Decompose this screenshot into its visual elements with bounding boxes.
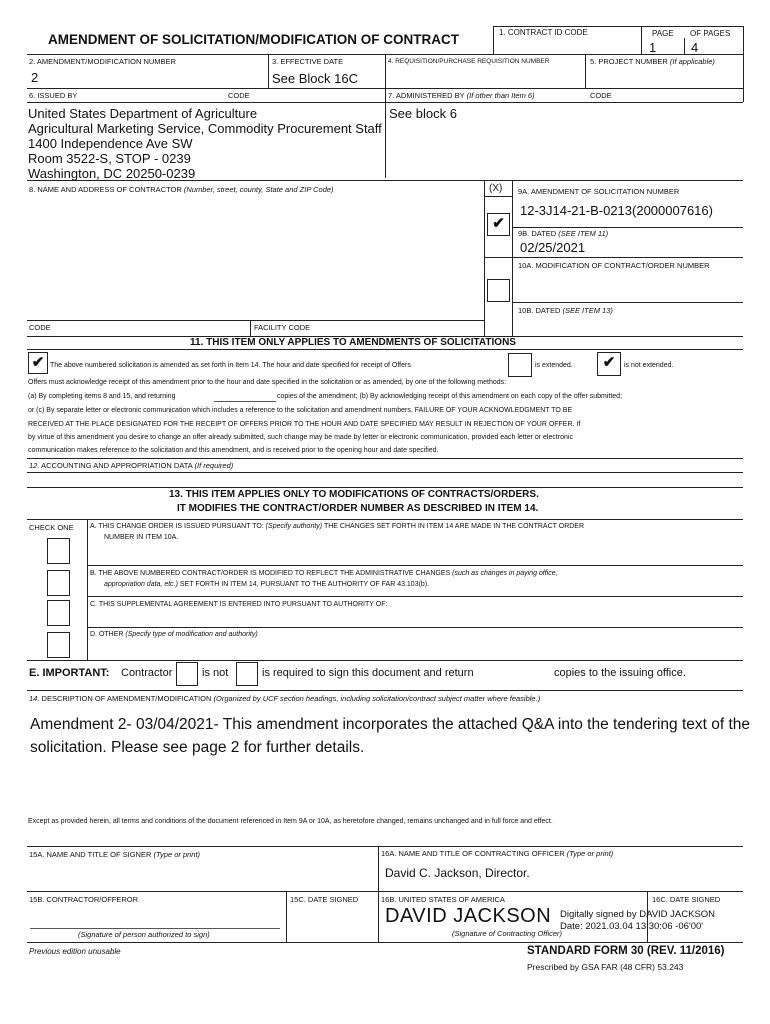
- rule: [512, 180, 513, 336]
- rule: [684, 38, 685, 54]
- officer-name-label: 16A. NAME AND TITLE OF CONTRACTING OFFICER (Type or print): [381, 849, 614, 858]
- page-number: 1: [649, 40, 657, 55]
- option-b-checkbox[interactable]: [47, 570, 70, 596]
- is-not-label: is not: [202, 667, 229, 679]
- option-b-text-2: appropriation data, etc.) SET FORTH IN ITEM 14, PURSUANT TO THE AUTHORITY OF FAR 43.103(b).: [104, 581, 430, 588]
- signer-name-label: 15A. NAME AND TITLE OF SIGNER (Type or print): [29, 850, 201, 859]
- project-number-label: 5. PROJECT NUMBER (If applicable): [590, 57, 715, 66]
- rule: [27, 458, 743, 459]
- rule: [27, 519, 743, 520]
- facility-code-label: FACILITY CODE: [254, 323, 311, 332]
- rule: [87, 565, 743, 566]
- amendment-number-label: 2. AMENDMENT/MODIFICATION NUMBER: [29, 57, 176, 66]
- issued-by-address: United States Department of Agriculture Agricultural Marketing Service, Commodity Procurement Staff 1400 Independence Ave SW Room 3522-S, STOP - 0239 Washington, DC 20250-0239: [28, 106, 382, 181]
- digital-signature-line-1: Digitally signed by DAVID JACKSON: [560, 909, 716, 920]
- previous-edition-note: Previous edition unusable: [29, 947, 121, 956]
- contractor-date-label: 15C. DATE SIGNED: [290, 895, 359, 904]
- option-d-text: D. OTHER (Specify type of modification and authority): [90, 631, 258, 638]
- contractor-code-label: CODE: [29, 323, 51, 332]
- rule: [27, 487, 743, 488]
- issued-by-label: 6. ISSUED BY: [29, 91, 78, 100]
- dated-9b-label: 9B. DATED (SEE ITEM 11): [518, 229, 609, 238]
- option-c-checkbox[interactable]: [47, 600, 70, 626]
- not-extended-checkbox[interactable]: ✔: [597, 352, 621, 376]
- rule: [286, 891, 287, 942]
- officer-date-label: 16C. DATE SIGNED: [652, 895, 721, 904]
- except-clause: Except as provided herein, all terms and conditions of the document referenced in Item 9A or 10A, as heretofore changed, remains unchanged and in full force and effect.: [28, 818, 553, 825]
- rule: [27, 102, 743, 103]
- rule: [585, 54, 586, 88]
- option-a-text-2: NUMBER IN ITEM 10A.: [104, 534, 179, 541]
- solicitation-checkbox[interactable]: ✔: [487, 213, 510, 236]
- is-required-checkbox[interactable]: [236, 662, 258, 686]
- modification-number-label: 10A. MODIFICATION OF CONTRACT/ORDER NUMBER: [518, 261, 710, 270]
- rule: [27, 891, 743, 892]
- is-not-checkbox[interactable]: [176, 662, 198, 686]
- rule: [250, 320, 251, 336]
- signer-signature-caption: (Signature of person authorized to sign): [78, 930, 210, 939]
- requisition-label: 4. REQUISITION/PURCHASE REQUISITION NUMBER: [388, 58, 550, 65]
- item-11-line: (a) By completing items 8 and 15, and returning: [28, 393, 176, 400]
- description-line-1: Amendment 2- 03/04/2021- This amendment incorporates the attached Q&A into the tendering text of the: [30, 716, 751, 733]
- rule: [268, 54, 269, 88]
- rule: [27, 690, 743, 691]
- description-label: 14. DESCRIPTION OF AMENDMENT/MODIFICATION (Organized by UCF section headings, including solicitation/contract subject matter where feasible.): [29, 694, 541, 703]
- rule: [512, 302, 743, 303]
- description-line-2: solicitation. Please see page 2 for further details.: [30, 739, 365, 756]
- rule: [87, 519, 88, 660]
- accounting-label: 12. ACCOUNTING AND APPROPRIATION DATA (If required): [29, 461, 234, 470]
- administered-code-label: CODE: [590, 91, 612, 100]
- option-a-text: A. THIS CHANGE ORDER IS ISSUED PURSUANT TO: (Specify authority) THE CHANGES SET FORTH IN ITEM 14 ARE MADE IN THE CONTRACT ORDER: [90, 523, 585, 530]
- item-11-line: RECEIVED AT THE PLACE DESIGNATED FOR THE RECEIPT OF OFFERS PRIOR TO THE HOUR AND DATE SPECIFIED MAY RESULT IN REJECTION OF YOUR OFFER. If: [28, 421, 581, 428]
- rule: [27, 349, 743, 350]
- effective-date: See Block 16C: [272, 71, 358, 86]
- form-title: AMENDMENT OF SOLICITATION/MODIFICATION OF CONTRACT: [48, 32, 459, 47]
- copies-blank: [214, 401, 276, 402]
- rule: [27, 942, 743, 943]
- rule: [27, 320, 484, 321]
- item-11-heading: 11. THIS ITEM ONLY APPLIES TO AMENDMENTS OF SOLICITATIONS: [190, 337, 516, 348]
- page-label: PAGE: [652, 29, 674, 38]
- rule: [743, 88, 744, 102]
- rule: [743, 26, 744, 90]
- rule: [27, 846, 743, 847]
- item-11-line: by virtue of this amendment you desire to change an offer already submitted, such change may be made by letter or electronic communication, provided each letter or electronic: [28, 434, 573, 441]
- rule: [512, 227, 743, 228]
- rule: [484, 196, 512, 197]
- item-13-subheading: IT MODIFIES THE CONTRACT/ORDER NUMBER AS DESCRIBED IN ITEM 14.: [177, 503, 539, 514]
- contractor-offeror-label: 15B. CONTRACTOR/OFFEROR: [29, 895, 139, 904]
- rule: [27, 660, 743, 661]
- x-column-label: (X): [489, 183, 503, 194]
- administered-by-label: 7. ADMINISTERED BY (If other than Item 6): [388, 91, 535, 100]
- contractor-label: 8. NAME AND ADDRESS OF CONTRACTOR (Number, street, county, State and ZIP Code): [29, 185, 334, 194]
- rule: [87, 627, 743, 628]
- form-number: STANDARD FORM 30 (REV. 11/2016): [527, 945, 725, 957]
- effective-date-label: 3. EFFECTIVE DATE: [272, 57, 344, 66]
- item-11-line: communication makes reference to the solicitation and this amendment, and is received prior to the opening hour and date specified.: [28, 447, 439, 454]
- solicitation-number-label: 9A. AMENDMENT OF SOLICITATION NUMBER: [518, 187, 680, 196]
- modification-checkbox[interactable]: [487, 279, 510, 302]
- option-b-text: B. THE ABOVE NUMBERED CONTRACT/ORDER IS MODIFIED TO REFLECT THE ADMINISTRATIVE CHANGES (such as changes in paying office,: [90, 570, 558, 577]
- of-pages-label: OF PAGES: [690, 29, 731, 38]
- item-11-line: or (c) By separate letter or electronic communication which includes a reference to the solicitation and amendment numbers. FAILURE OF YOUR ACKNOWLEDGMENT TO BE: [28, 407, 573, 414]
- dated-9b: 02/25/2021: [520, 240, 586, 255]
- item-11-text: The above numbered solicitation is amended as set forth in Item 14. The hour and date specified for receipt of Offers: [50, 362, 411, 369]
- officer-signature-caption: (Signature of Contracting Officer): [452, 929, 563, 938]
- dated-10b-label: 10B. DATED (SEE ITEM 13): [518, 306, 613, 315]
- is-extended-label: is extended.: [535, 362, 573, 369]
- issued-by-code-label: CODE: [228, 91, 250, 100]
- rule: [484, 180, 485, 336]
- option-c-text: C. THIS SUPPLEMENTAL AGREEMENT IS ENTERED INTO PURSUANT TO AUTHORITY OF:: [90, 601, 388, 608]
- copies-text: copies to the issuing office.: [554, 667, 686, 679]
- amendment-number: 2: [31, 70, 39, 85]
- item-13-heading: 13. THIS ITEM APPLIES ONLY TO MODIFICATIONS OF CONTRACTS/ORDERS.: [169, 489, 539, 500]
- administered-by-value: See block 6: [389, 106, 457, 121]
- rule: [493, 26, 743, 27]
- solicitation-number: 12-3J14-21-B-0213(2000007616): [520, 203, 713, 218]
- of-pages-number: 4: [691, 40, 699, 55]
- is-not-extended-label: is not extended.: [624, 362, 674, 369]
- item-11-line: copies of the amendment; (b) By acknowledging receipt of this amendment on each copy of the offer submitted;: [277, 393, 623, 400]
- rule: [493, 26, 494, 54]
- important-label: E. IMPORTANT:: [29, 667, 110, 679]
- officer-name: David C. Jackson, Director.: [385, 866, 530, 880]
- contractor-word: Contractor: [121, 667, 173, 679]
- usa-label: 16B. UNITED STATES OF AMERICA: [381, 895, 505, 904]
- item-11-line: Offers must acknowledge receipt of this amendment prior to the hour and date specified in the solicitation or as amended, by one of the following methods:: [28, 379, 507, 386]
- rule: [27, 472, 743, 473]
- rule: [641, 26, 642, 54]
- option-a-checkbox[interactable]: [47, 538, 70, 564]
- contract-id-label: 1. CONTRACT ID CODE: [499, 28, 588, 37]
- digital-signature-line-2: Date: 2021.03.04 13:30:06 -06'00': [560, 921, 704, 932]
- extended-checkbox[interactable]: [508, 353, 532, 377]
- is-required-text: is required to sign this document and return: [262, 667, 474, 679]
- rule: [385, 54, 386, 178]
- check-one-label: CHECK ONE: [29, 523, 74, 532]
- rule: [87, 596, 743, 597]
- signer-signature-line: [30, 928, 280, 929]
- item-11-checkbox[interactable]: ✔: [28, 352, 48, 374]
- digital-signature-name: DAVID JACKSON: [385, 905, 552, 927]
- option-d-checkbox[interactable]: [47, 632, 70, 658]
- rule: [378, 846, 379, 942]
- rule: [484, 257, 743, 258]
- prescribed-by: Prescribed by GSA FAR (48 CFR) 53.243: [527, 962, 684, 972]
